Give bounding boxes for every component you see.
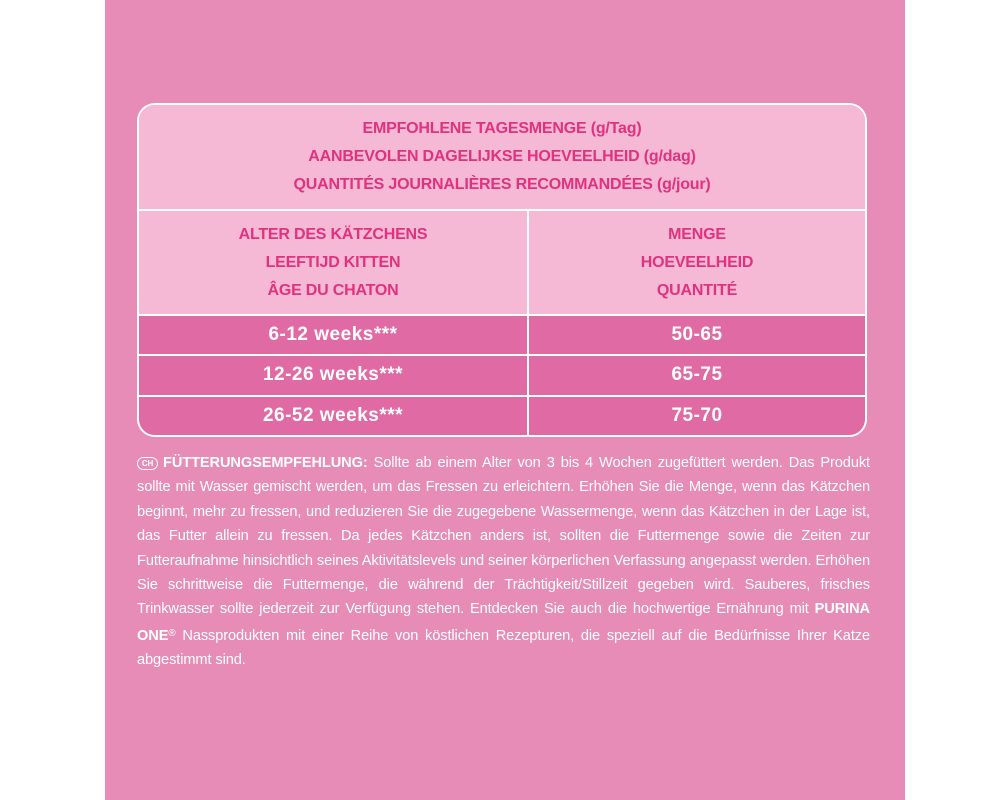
age-cell: 6-12 weeks*** bbox=[139, 316, 529, 354]
recommendation-body-end: Nassprodukten mit einer Reihe von köstlichen Rezepturen, die speziell auf die Bedürfnisse Ihrer Katze abgestimmt sind. bbox=[137, 627, 870, 669]
table-row bbox=[139, 356, 865, 396]
age-column-header bbox=[139, 211, 529, 314]
table-row bbox=[139, 397, 865, 435]
amount-cell: 50-65 bbox=[671, 324, 723, 346]
amount-header-nl: HOEVEELHEID bbox=[640, 253, 754, 271]
age-cell: 12-26 weeks*** bbox=[139, 356, 529, 394]
table-title bbox=[139, 105, 865, 211]
brand-name: PURINA ONE bbox=[137, 601, 870, 644]
amount-cell: 75-70 bbox=[671, 404, 723, 426]
recommendation-body: Sollte ab einem Alter von 3 bis 4 Wochen zugefüttert werden. Das Produkt sollte mit Wasser gemischt werden, um das Fressen zu erleichtern. Erhöhen Sie die Menge, wenn das Kätzchen beginnt, mehr zu fressen, und reduzieren Sie die zugegebene Wassermenge, wenn das Kätzchen in der Lage ist, das Futter allein zu fressen. Da jedes Kätzchen anders ist, sollten die Futtermenge sowie die Zeiten zur Futteraufnahme hinsichtlich seines Aktivitätslevels und seiner körperlichen Verfassung angepasst werden. Erhöhen Sie schrittweise die Futtermenge, die während der Trächtigkeit/Stillzeit gegeben wird. Sauberes, frisches Trinkwasser sollte jederzeit zur Verfügung stehen. Entdecken Sie auch die hochwertige Ernährung mit bbox=[137, 455, 870, 618]
table-title-de: EMPFOHLENE TAGESMENGE (g/Tag) bbox=[362, 120, 642, 137]
column-header-row bbox=[139, 211, 865, 316]
registered-mark: ® bbox=[168, 627, 176, 639]
age-header-nl: LEEFTIJD KITTEN bbox=[265, 253, 401, 271]
age-header-de: ALTER DES KÄTZCHENS bbox=[238, 225, 428, 243]
amount-header-de: MENGE bbox=[668, 225, 726, 243]
amount-header-fr: QUANTITÉ bbox=[656, 281, 738, 299]
table-row bbox=[139, 316, 865, 356]
age-cell: 26-52 weeks*** bbox=[139, 397, 529, 435]
recommendation-heading: FÜTTERUNGSEMPFEHLUNG: bbox=[163, 455, 368, 471]
feeding-recommendation-text bbox=[137, 451, 870, 673]
table-body bbox=[139, 316, 865, 435]
amount-cell: 65-75 bbox=[671, 364, 723, 386]
table-title-fr: QUANTITÉS JOURNALIÈRES RECOMMANDÉES (g/jour) bbox=[293, 176, 711, 193]
feeding-table bbox=[137, 103, 867, 437]
country-badge-icon: CH bbox=[137, 457, 158, 470]
amount-column-header bbox=[529, 211, 865, 314]
age-header-fr: ÂGE DU CHATON bbox=[267, 281, 399, 299]
table-title-nl: AANBEVOLEN DAGELIJKSE HOEVEELHEID (g/dag) bbox=[308, 148, 696, 165]
